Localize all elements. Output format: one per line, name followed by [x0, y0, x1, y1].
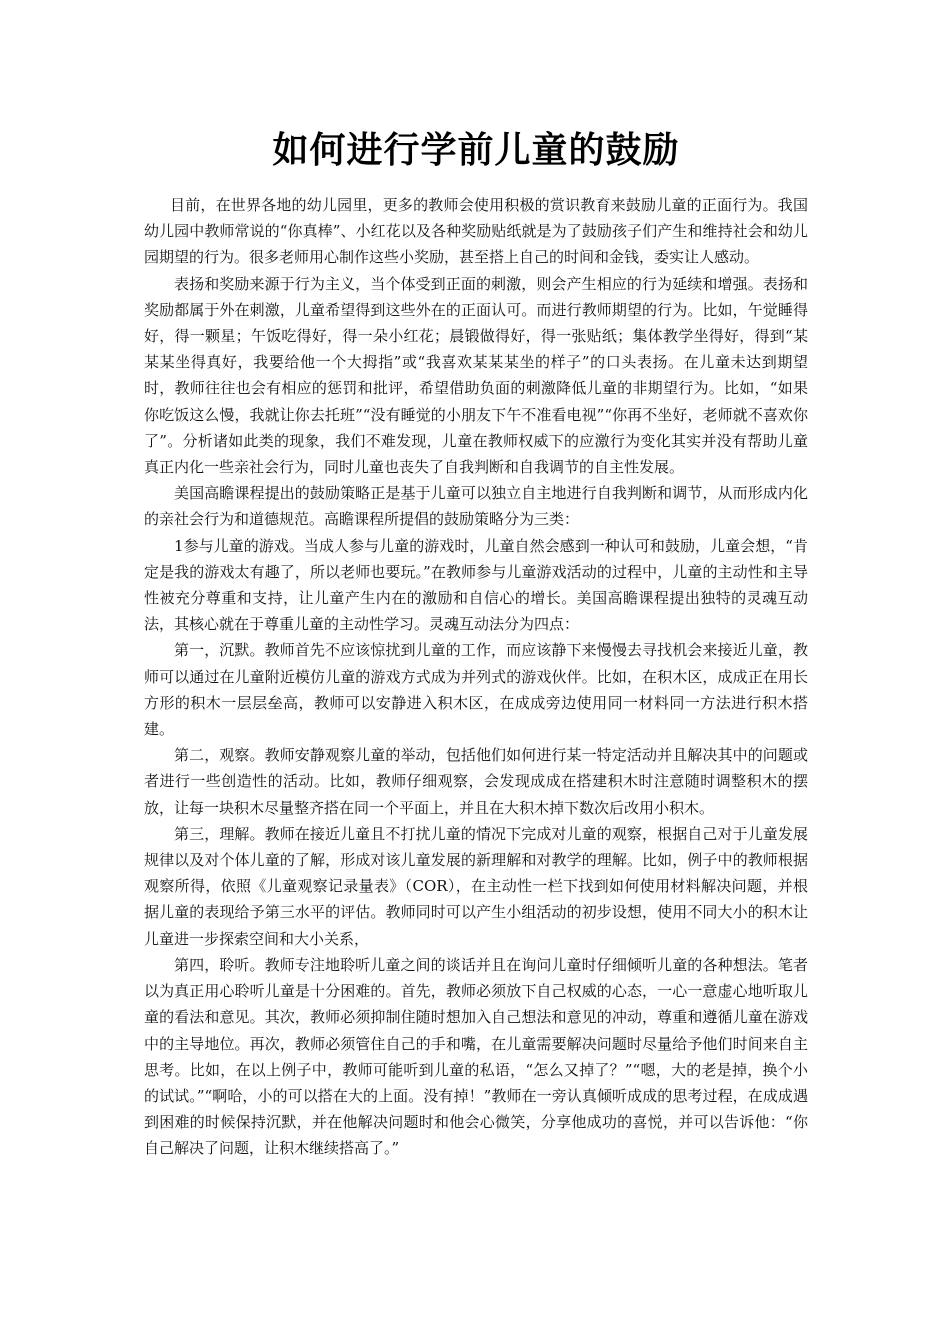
paragraph-step-silence: 第一，沉默。教师首先不应该惊扰到儿童的工作，而应该静下来慢慢去寻找机会来接近儿童，教师可以通过在儿童附近模仿儿童的游戏方式成为并列式的游戏伙伴。比如，在积木区，成成正在用长方形的积木一层层垒高，教师可以安静进入积木区，在成成旁边使用同一材料同一方法进行积木搭建。 — [144, 641, 808, 739]
paragraph-participate-in-play: 1参与儿童的游戏。当成人参与儿童的游戏时，儿童自然会感到一种认可和鼓励，儿童会想，“肯定是我的游戏太有趣了，所以老师也要玩。”在教师参与儿童游戏活动的过程中，儿童的主动性和主导性被充分尊重和支持，让儿童产生内在的激励和自信心的增长。美国高瞻课程提出独特的灵魂互动法，其核心就在于尊重儿童的主动性学习。灵魂互动法分为四点： — [144, 536, 808, 634]
document-body — [144, 192, 808, 1162]
document-title: 如何进行学前儿童的鼓励 — [272, 129, 680, 171]
paragraph-intro: 目前，在世界各地的幼儿园里，更多的教师会使用积极的赏识教育来鼓励儿童的正面行为。我国幼儿园中教师常说的“你真棒”、小红花以及各种奖励贴纸就是为了鼓励孩子们产生和维持社会和幼儿园期望的行为。很多老师用心制作这些小奖励，甚至搭上自己的时间和金钱，委实让人感动。 — [144, 196, 808, 267]
paragraph-step-listen: 第四，聆听。教师专注地聆听儿童之间的谈话并且在询问儿童时仔细倾听儿童的各种想法。笔者以为真正用心聆听儿童是十分困难的。首先，教师必须放下自己权威的心态，一心一意虚心地听取儿童的看法和意见。其次，教师必须抑制住随时想加入自己想法和意见的冲动，尊重和遵循儿童在游戏中的主导地位。再次，教师必须管住自己的手和嘴，在儿童需要解决问题时尽量给予他们时间来自主思考。比如，在以上例子中，教师可能听到儿童的私语，“怎么又掉了？”“嗯，大的老是掉，换个小的试试。”“啊哈，小的可以搭在大的上面。没有掉！”教师在一旁认真倾听成成的思考过程，在成成遇到困难的时候保持沉默，并在他解决问题时和他会心微笑，分享他成功的喜悦，并可以告诉他：“你自己解决了问题，让积木继续搭高了。” — [144, 955, 808, 1158]
paragraph-behaviorism: 表扬和奖励来源于行为主义，当个体受到正面的刺激，则会产生相应的行为延续和增强。表扬和奖励都属于外在刺激，儿童希望得到这些外在的正面认可。而进行教师期望的行为。比如，午觉睡得好，得一颗星；午饭吃得好，得一朵小红花；晨锻做得好，得一张贴纸；集体教学坐得好，得到“某某某坐得真好，我要给他一个大拇指”或“我喜欢某某某坐的样子”的口头表扬。在儿童未达到期望时，教师往往也会有相应的惩罚和批评，希望借助负面的刺激降低儿童的非期望行为。比如，“如果你吃饭这么慢，我就让你去托班”“没有睡觉的小朋友下午不准看电视”“你再不坐好，老师就不喜欢你了”。分析诸如此类的现象，我们不难发现，儿童在教师权威下的应激行为变化其实并没有帮助儿童真正内化一些亲社会行为，同时儿童也丧失了自我判断和自我调节的自主性发展。 — [144, 274, 808, 477]
paragraph-step-understand: 第三，理解。教师在接近儿童且不打扰儿童的情况下完成对儿童的观察，根据自己对于儿童发展规律以及对个体儿童的了解，形成对该儿童发展的新理解和对教学的理解。比如，例子中的教师根据观察所得，依照《儿童观察记录量表》（COR），在主动性一栏下找到如何使用材料解决问题，并根据儿童的表现给予第三水平的评估。教师同时可以产生小组活动的初步设想，使用不同大小的积木让儿童进一步探索空间和大小关系， — [144, 824, 808, 948]
paragraph-highscope-strategy: 美国高瞻课程提出的鼓励策略正是基于儿童可以独立自主地进行自我判断和调节，从而形成内化的亲社会行为和道德规范。高瞻课程所提倡的鼓励策略分为三类： — [144, 484, 808, 529]
paragraph-step-observe: 第二，观察。教师安静观察儿童的举动，包括他们如何进行某一特定活动并且解决其中的问题或者进行一些创造性的活动。比如，教师仔细观察，会发现成成在搭建积木时注意随时调整积木的摆放，让每一块积木尽量整齐搭在同一个平面上，并且在大积木掉下数次后改用小积木。 — [144, 746, 808, 817]
document-page — [144, 0, 808, 1344]
